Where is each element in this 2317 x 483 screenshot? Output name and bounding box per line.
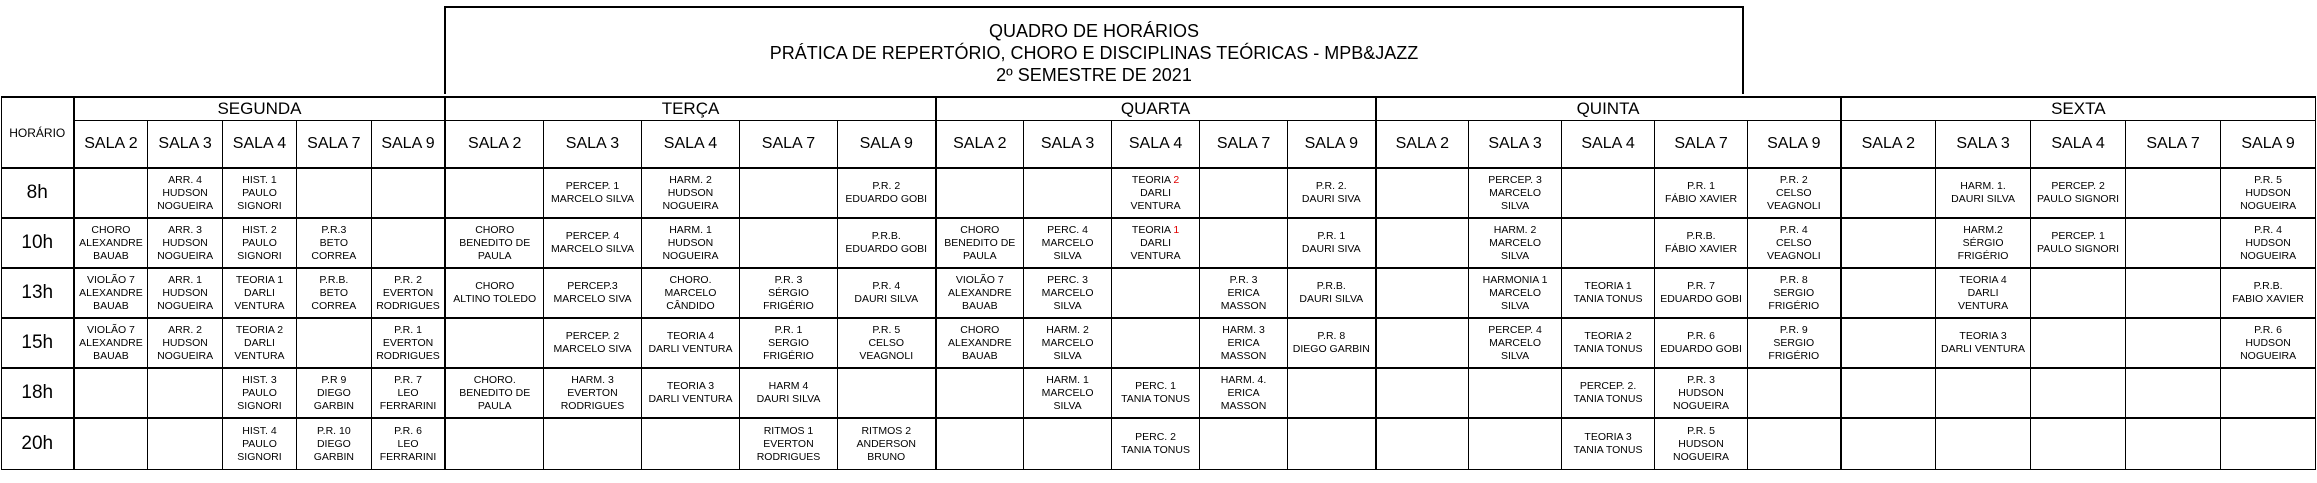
class-cell: PERCEP. 2. TANIA TONUS [1562, 368, 1655, 418]
schedule-row [2, 168, 2316, 218]
class-cell [2031, 368, 2126, 418]
class-cell: P.R. 4 CELSO VEAGNOLI [1748, 218, 1841, 268]
class-cell: VIOLÃO 7 ALEXANDRE BAUAB [936, 268, 1024, 318]
class-cell: VIOLÃO 7 ALEXANDRE BAUAB [74, 268, 148, 318]
class-cell: TEORIA 3 DARLI VENTURA [1936, 318, 2031, 368]
class-cell [641, 418, 739, 470]
class-cell: P.R. 1 SERGIO FRIGÉRIO [739, 318, 837, 368]
room-header: SALA 4 [1112, 121, 1200, 169]
class-cell [1376, 268, 1469, 318]
class-cell: HIST. 3 PAULO SIGNORI [222, 368, 296, 418]
class-cell [74, 168, 148, 218]
title-line-1: QUADRO DE HORÁRIOS [988, 21, 1200, 41]
class-cell [74, 368, 148, 418]
class-cell: P.R 9 DIEGO GARBIN [297, 368, 371, 418]
room-header: SALA 7 [739, 121, 837, 169]
class-cell: P.R.3 BETO CORREA [297, 218, 371, 268]
class-cell: P.R.B. FÁBIO XAVIER [1655, 218, 1748, 268]
class-cell: TEORIA 3 TANIA TONUS [1562, 418, 1655, 470]
room-header: SALA 3 [543, 121, 641, 169]
class-cell [2126, 368, 2221, 418]
class-cell: P.R. 7 LEO FERRARINI [371, 368, 445, 418]
class-cell: P.R. 5 HUDSON NOGUEIRA [1655, 418, 1748, 470]
class-cell [2126, 218, 2221, 268]
class-cell: CHORO. BENEDITO DE PAULA [445, 368, 543, 418]
day-header: QUARTA [936, 97, 1376, 121]
class-cell: HARM. 4. ERICA MASSON [1200, 368, 1288, 418]
day-header: SEXTA [1841, 97, 2316, 121]
class-cell [148, 368, 222, 418]
class-cell: RITMOS 2 ANDERSON BRUNO [837, 418, 935, 470]
class-cell: CHORO ALTINO TOLEDO [445, 268, 543, 318]
class-cell: CHORO ALEXANDRE BAUAB [936, 318, 1024, 368]
class-cell: HARM. 1. DAURI SILVA [1936, 168, 2031, 218]
room-header: SALA 3 [1469, 121, 1562, 169]
class-cell [1841, 268, 1936, 318]
class-cell [297, 318, 371, 368]
class-cell [1288, 418, 1376, 470]
class-cell: P.R. 4 DAURI SILVA [837, 268, 935, 318]
class-cell: HARM. 3 ERICA MASSON [1200, 318, 1288, 368]
class-cell [1376, 368, 1469, 418]
class-cell: HIST. 1 PAULO SIGNORI [222, 168, 296, 218]
class-cell: PERCEP.3 MARCELO SIVA [543, 268, 641, 318]
class-cell [1841, 168, 1936, 218]
hour-cell: 8h [2, 168, 74, 218]
class-cell [1024, 418, 1112, 470]
class-cell: P.R. 8 SERGIO FRIGÉRIO [1748, 268, 1841, 318]
class-cell [1112, 318, 1200, 368]
class-cell: PERCEP. 4 MARCELO SILVA [543, 218, 641, 268]
class-cell: P.R. 6 LEO FERRARINI [371, 418, 445, 470]
class-cell [2221, 368, 2316, 418]
class-cell [739, 168, 837, 218]
room-header: SALA 7 [297, 121, 371, 169]
class-cell: HARM.2 SÉRGIO FRIGÉRIO [1936, 218, 2031, 268]
class-cell [739, 218, 837, 268]
class-cell: RITMOS 1 EVERTON RODRIGUES [739, 418, 837, 470]
class-cell: HARM. 1 HUDSON NOGUEIRA [641, 218, 739, 268]
class-cell: CHORO BENEDITO DE PAULA [445, 218, 543, 268]
class-cell: TEORIA 2 DARLI VENTURA [222, 318, 296, 368]
class-cell [543, 418, 641, 470]
highlight-digit: 2 [1173, 173, 1180, 186]
class-cell: HARM. 2 HUDSON NOGUEIRA [641, 168, 739, 218]
class-cell [2126, 318, 2221, 368]
class-cell [2126, 268, 2221, 318]
room-header: SALA 9 [371, 121, 445, 169]
class-cell: CHORO BENEDITO DE PAULA [936, 218, 1024, 268]
class-cell [1112, 268, 1200, 318]
room-header: SALA 7 [1200, 121, 1288, 169]
schedule-row [2, 368, 2316, 418]
hour-cell: 13h [2, 268, 74, 318]
class-cell: P.R. 1 FÁBIO XAVIER [1655, 168, 1748, 218]
class-cell: ARR. 1 HUDSON NOGUEIRA [148, 268, 222, 318]
highlight-digit: 1 [1173, 223, 1180, 236]
room-header: SALA 9 [837, 121, 935, 169]
hour-cell: 20h [2, 418, 74, 470]
class-cell [1936, 368, 2031, 418]
class-cell [1841, 418, 1936, 470]
class-cell: HARMONIA 1 MARCELO SILVA [1469, 268, 1562, 318]
schedule-row [2, 218, 2316, 268]
class-cell: P.R. 2 EDUARDO GOBI [837, 168, 935, 218]
class-cell: PERC. 2 TANIA TONUS [1112, 418, 1200, 470]
day-header-row [2, 97, 2316, 121]
room-header: SALA 2 [1841, 121, 1936, 169]
room-header: SALA 4 [641, 121, 739, 169]
class-cell: ARR. 3 HUDSON NOGUEIRA [148, 218, 222, 268]
class-cell: TEORIA 3 DARLI VENTURA [641, 368, 739, 418]
class-cell: P.R. 2. DAURI SIVA [1288, 168, 1376, 218]
class-cell: PERCEP. 1 MARCELO SILVA [543, 168, 641, 218]
class-cell: P.R. 1 EVERTON RODRIGUES [371, 318, 445, 368]
class-cell: HARM. 1 MARCELO SILVA [1024, 368, 1112, 418]
class-cell [1936, 418, 2031, 470]
class-cell: HARM. 3 EVERTON RODRIGUES [543, 368, 641, 418]
class-cell [936, 368, 1024, 418]
hour-column-header: HORÁRIO [2, 97, 74, 168]
title-line-3: 2º SEMESTRE DE 2021 [996, 65, 1192, 85]
class-cell: CHORO. MARCELO CÂNDIDO [641, 268, 739, 318]
class-cell: P.R. 9 SERGIO FRIGÉRIO [1748, 318, 1841, 368]
class-cell [2031, 418, 2126, 470]
class-cell: HIST. 4 PAULO SIGNORI [222, 418, 296, 470]
class-cell: P.R. 1 DAURI SIVA [1288, 218, 1376, 268]
class-cell [1469, 368, 1562, 418]
class-cell: TEORIA 4 DARLI VENTURA [641, 318, 739, 368]
room-header: SALA 7 [1655, 121, 1748, 169]
class-cell [1200, 218, 1288, 268]
class-cell: VIOLÃO 7 ALEXANDRE BAUAB [74, 318, 148, 368]
class-cell: P.R. 5 CELSO VEAGNOLI [837, 318, 935, 368]
class-cell: P.R. 10 DIEGO GARBIN [297, 418, 371, 470]
schedule-title-box [444, 6, 1744, 94]
class-cell [371, 218, 445, 268]
room-header: SALA 2 [74, 121, 148, 169]
class-cell: ARR. 4 HUDSON NOGUEIRA [148, 168, 222, 218]
class-cell: PERCEP. 2 PAULO SIGNORI [2031, 168, 2126, 218]
class-cell: P.R. 4 HUDSON NOGUEIRA [2221, 218, 2316, 268]
schedule-table [1, 96, 2316, 470]
schedule-row [2, 318, 2316, 368]
class-cell: P.R.B. EDUARDO GOBI [837, 218, 935, 268]
schedule-row [2, 418, 2316, 470]
class-cell: P.R. 3 SÉRGIO FRIGÉRIO [739, 268, 837, 318]
class-cell: TEORIA 2 DARLI VENTURA [1112, 168, 1200, 218]
class-cell [445, 168, 543, 218]
class-cell [1024, 168, 1112, 218]
class-cell: HARM. 2 MARCELO SILVA [1469, 218, 1562, 268]
class-cell: PERCEP. 2 MARCELO SIVA [543, 318, 641, 368]
class-cell: PERC. 4 MARCELO SILVA [1024, 218, 1112, 268]
day-header: TERÇA [445, 97, 935, 121]
class-cell: PERCEP. 1 PAULO SIGNORI [2031, 218, 2126, 268]
class-cell: PERC. 1 TANIA TONUS [1112, 368, 1200, 418]
class-cell [2031, 318, 2126, 368]
class-cell [1376, 218, 1469, 268]
class-cell: HARM. 2 MARCELO SILVA [1024, 318, 1112, 368]
class-cell [1200, 168, 1288, 218]
class-cell: P.R. 7 EDUARDO GOBI [1655, 268, 1748, 318]
class-cell [2126, 418, 2221, 470]
class-cell [1841, 318, 1936, 368]
class-cell [936, 168, 1024, 218]
class-cell [371, 168, 445, 218]
class-cell [148, 418, 222, 470]
room-header: SALA 3 [148, 121, 222, 169]
class-cell [1841, 218, 1936, 268]
room-header: SALA 9 [1748, 121, 1841, 169]
hour-cell: 10h [2, 218, 74, 268]
class-cell: P.R. 2 EVERTON RODRIGUES [371, 268, 445, 318]
class-cell [1748, 368, 1841, 418]
class-cell: TEORIA 2 TANIA TONUS [1562, 318, 1655, 368]
title-line-2: PRÁTICA DE REPERTÓRIO, CHORO E DISCIPLINAS TEÓRICAS - MPB&JAZZ [769, 43, 1419, 63]
class-cell [2031, 268, 2126, 318]
day-header: QUINTA [1376, 97, 1841, 121]
room-header: SALA 4 [2031, 121, 2126, 169]
class-cell [74, 418, 148, 470]
room-header: SALA 2 [445, 121, 543, 169]
class-cell [1841, 368, 1936, 418]
class-cell [297, 168, 371, 218]
class-cell: P.R.B. DAURI SILVA [1288, 268, 1376, 318]
room-header: SALA 9 [1288, 121, 1376, 169]
day-header: SEGUNDA [74, 97, 446, 121]
class-cell: HARM 4 DAURI SILVA [739, 368, 837, 418]
room-header: SALA 2 [1376, 121, 1469, 169]
class-cell: TEORIA 1 TANIA TONUS [1562, 268, 1655, 318]
room-header: SALA 9 [2221, 121, 2316, 169]
schedule-row [2, 268, 2316, 318]
class-cell: P.R. 6 EDUARDO GOBI [1655, 318, 1748, 368]
room-header: SALA 7 [2126, 121, 2221, 169]
class-cell: P.R. 5 HUDSON NOGUEIRA [2221, 168, 2316, 218]
class-cell: TEORIA 1 DARLI VENTURA [222, 268, 296, 318]
hour-cell: 15h [2, 318, 74, 368]
class-cell [1376, 418, 1469, 470]
class-cell [1562, 218, 1655, 268]
class-cell: PERC. 3 MARCELO SILVA [1024, 268, 1112, 318]
class-cell [936, 418, 1024, 470]
class-cell: P.R.B. BETO CORREA [297, 268, 371, 318]
class-cell: P.R. 8 DIEGO GARBIN [1288, 318, 1376, 368]
class-cell [445, 418, 543, 470]
class-cell: PERCEP. 3 MARCELO SILVA [1469, 168, 1562, 218]
room-header: SALA 2 [936, 121, 1024, 169]
class-cell: PERCEP. 4 MARCELO SILVA [1469, 318, 1562, 368]
class-cell [1376, 168, 1469, 218]
class-cell [1200, 418, 1288, 470]
class-cell [445, 318, 543, 368]
class-cell: ARR. 2 HUDSON NOGUEIRA [148, 318, 222, 368]
class-cell [1376, 318, 1469, 368]
class-cell [1288, 368, 1376, 418]
class-cell [2221, 418, 2316, 470]
class-cell [2126, 168, 2221, 218]
class-cell: P.R. 3 ERICA MASSON [1200, 268, 1288, 318]
class-cell [1748, 418, 1841, 470]
class-cell: P.R. 6 HUDSON NOGUEIRA [2221, 318, 2316, 368]
room-header: SALA 4 [1562, 121, 1655, 169]
room-header: SALA 3 [1936, 121, 2031, 169]
room-header-row [2, 121, 2316, 169]
hour-cell: 18h [2, 368, 74, 418]
class-cell: P.R. 2 CELSO VEAGNOLI [1748, 168, 1841, 218]
class-cell [1562, 168, 1655, 218]
class-cell: TEORIA 1 DARLI VENTURA [1112, 218, 1200, 268]
room-header: SALA 4 [222, 121, 296, 169]
class-cell: HIST. 2 PAULO SIGNORI [222, 218, 296, 268]
class-cell: TEORIA 4 DARLI VENTURA [1936, 268, 2031, 318]
class-cell: CHORO ALEXANDRE BAUAB [74, 218, 148, 268]
class-cell: P.R.B. FABIO XAVIER [2221, 268, 2316, 318]
class-cell: P.R. 3 HUDSON NOGUEIRA [1655, 368, 1748, 418]
class-cell [1469, 418, 1562, 470]
room-header: SALA 3 [1024, 121, 1112, 169]
class-cell [837, 368, 935, 418]
